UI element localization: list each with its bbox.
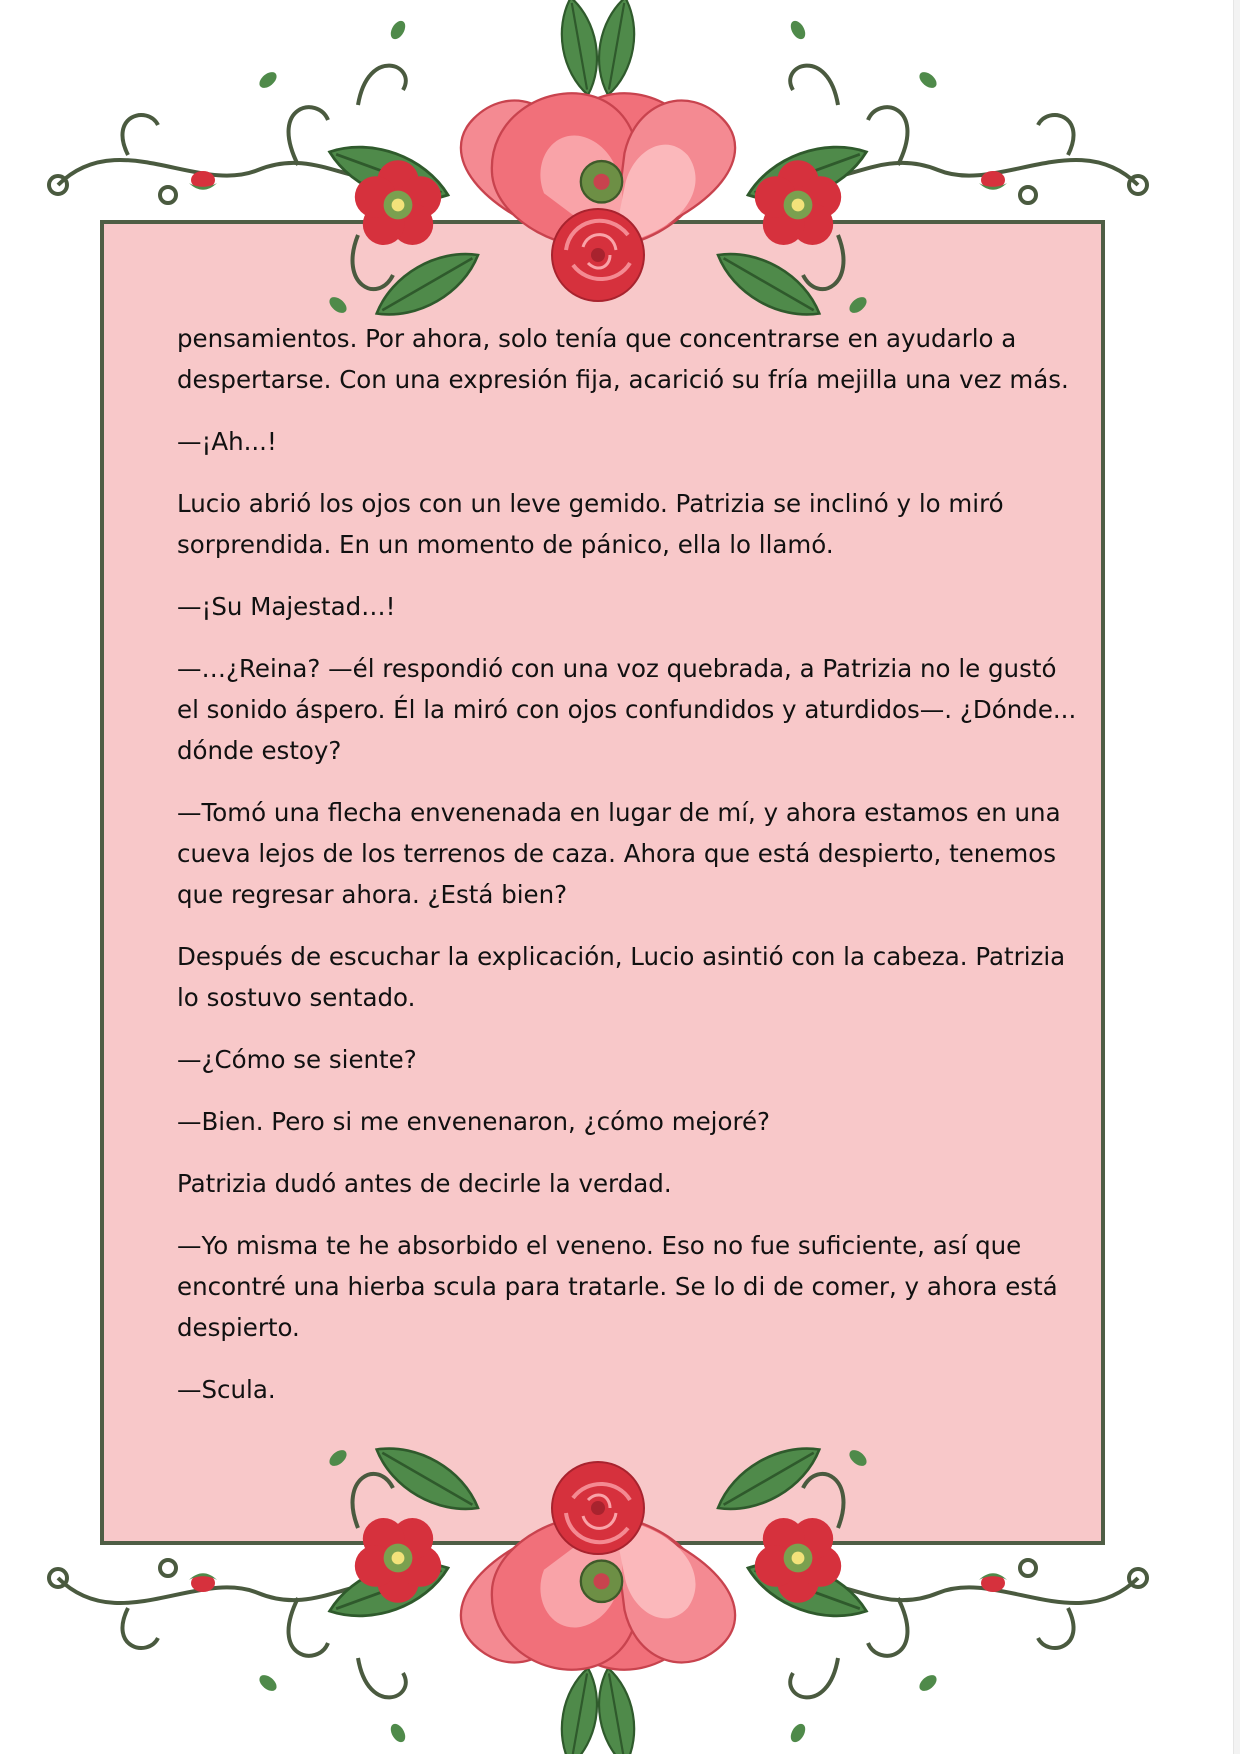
rose-bouquet-icon [49,1433,1147,1754]
paragraph: Después de escuchar la explicación, Lucio asintió con la cabeza. Patrizia lo sostuvo sentado. [177,942,1066,1012]
rose-bouquet-icon [49,0,1147,330]
top-bouquet [49,0,1147,330]
paragraph: —¡Ah...! [177,427,277,456]
paragraph: —Bien. Pero si me envenenaron, ¿cómo mejoré? [177,1107,771,1136]
paragraph: —Tomó una flecha envenenada en lugar de mí, y ahora estamos en una cueva lejos de los terrenos de caza. Ahora que está despierto, tenemos que regresar ahora. ¿Está bien? [177,798,1061,909]
paragraph: —¿Cómo se siente? [177,1045,417,1074]
paragraph: Lucio abrió los ojos con un leve gemido. Patrizia se inclinó y lo miró sorprendida. En un momento de pánico, ella lo llamó. [177,489,1004,559]
bottom-bouquet [49,1433,1147,1754]
paragraph: —¡Su Majestad…! [177,592,396,621]
paragraph: pensamientos. Por ahora, solo tenía que concentrarse en ayudarlo a despertarse. Con una expresión fija, acarició su fría mejilla una vez más. [177,324,1069,394]
paragraph: —Yo misma te he absorbido el veneno. Eso no fue suficiente, así que encontré una hierba scula para tratarle. Se lo di de comer, y ahora está despierto. [177,1231,1058,1342]
paragraph: —…¿Reina? —él respondió con una voz quebrada, a Patrizia no le gustó el sonido áspero. Él la miró con ojos confundidos y aturdidos—. ¿Dónde... dónde estoy? [177,654,1077,765]
paragraph: Patrizia dudó antes de decirle la verdad. [177,1169,672,1198]
paragraph: —Scula. [177,1375,276,1404]
story-text [177,318,1077,1431]
